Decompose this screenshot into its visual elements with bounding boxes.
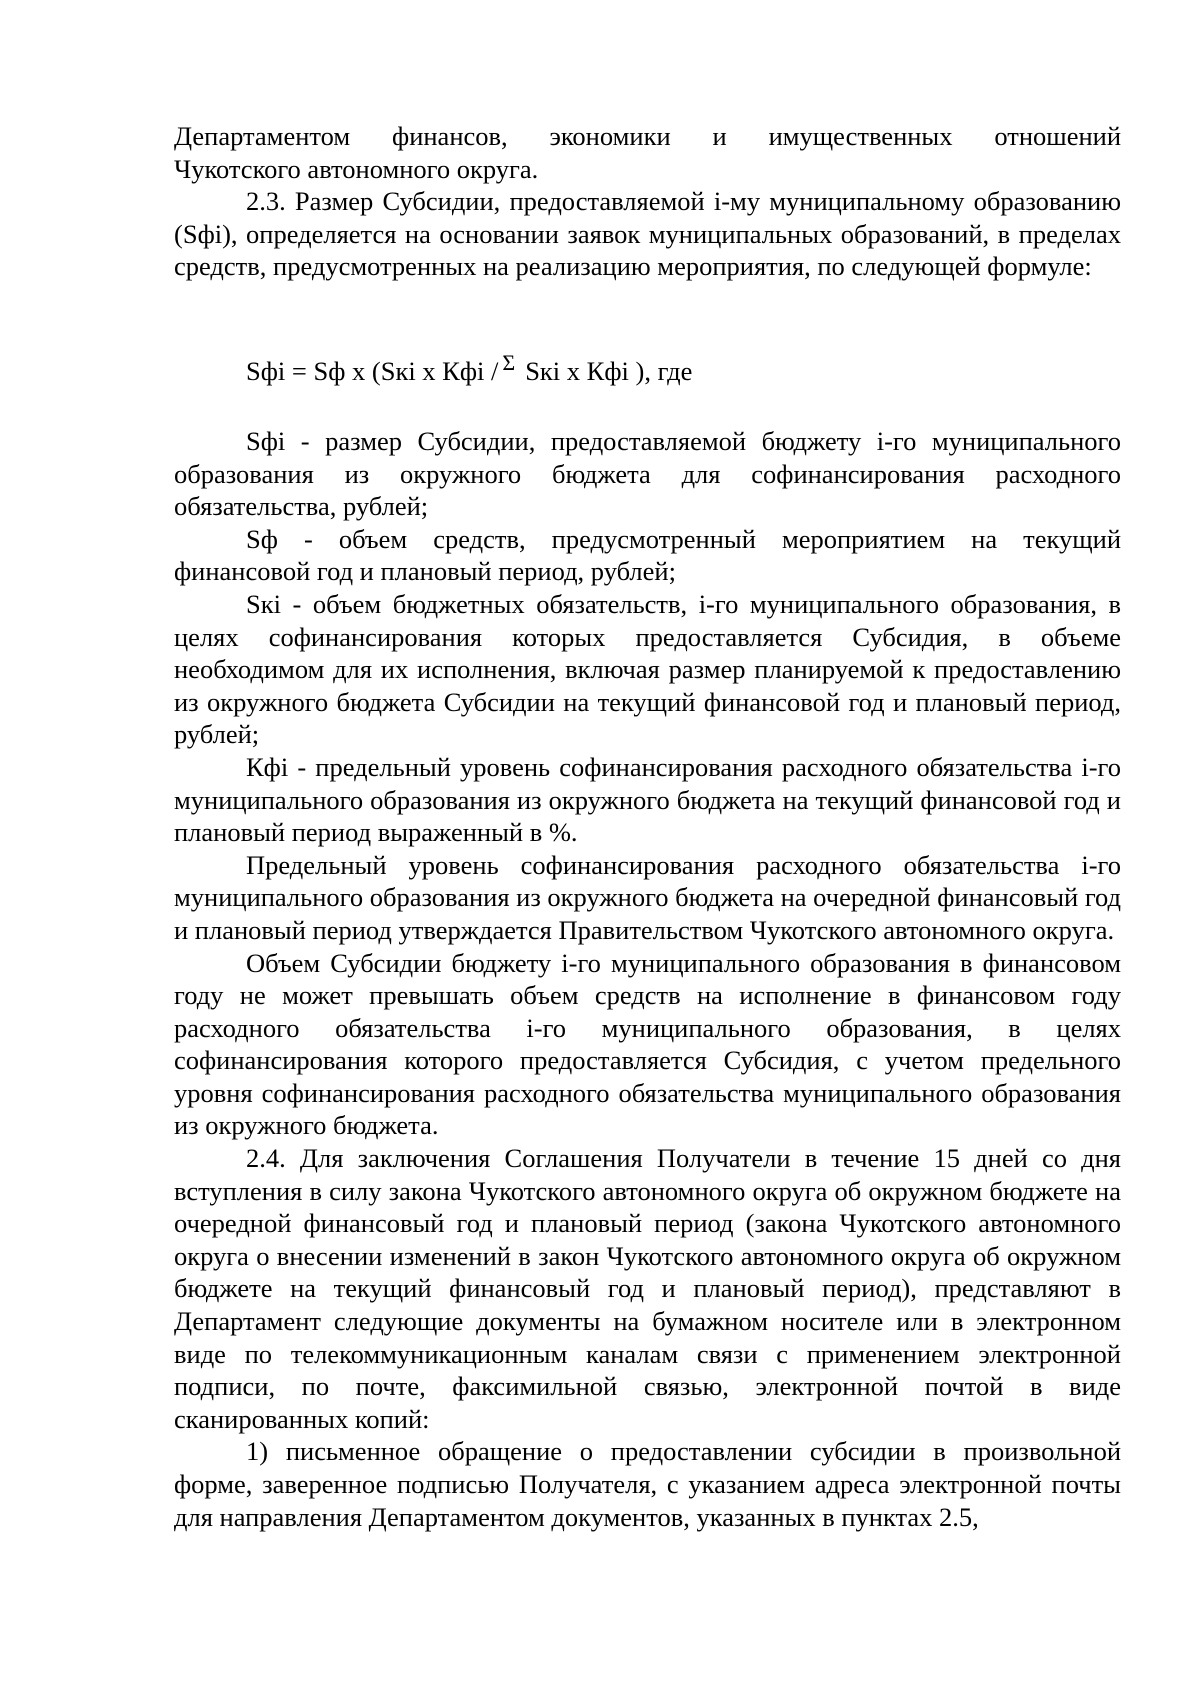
paragraph-subsidy-volume: Объем Субсидии бюджету i-го муниципального образования в финансовом году не может превышать объем средств на исполнение в финансовом году расходного обязательства i-го муниципального образования, в целях софинансирования которого предоставляется Субсидия, с учетом предельного уровня софинансирования расходного обязательства муниципального образования из окружного бюджета. (174, 947, 1121, 1141)
subsidy-formula (246, 350, 693, 389)
paragraph-2-3: 2.3. Размер Субсидии, предоставляемой i-му муниципальному образованию (Sфi), определяется на основании заявок муниципальных образований, в пределах средств, предусмотренных на реализацию мероприятия, по следующей формуле: (174, 186, 1121, 282)
formula-right: Sкi х Кфi ), где (525, 356, 693, 386)
definition-ski: Sкi - объем бюджетных обязательств, i-го муниципального образования, в целях софинансирования которых предоставляется Субсидия, в объеме необходимом для их исполнения, включая размер планируемой к предоставлению из окружного бюджета Субсидии на текущий финансовой год и плановый период, рублей; (174, 588, 1121, 750)
definition-sf: Sф - объем средств, предусмотренный мероприятием на текущий финансовой год и плановый период, рублей; (174, 523, 1121, 587)
document-body (174, 425, 1121, 1533)
sigma-symbol: Σ (502, 350, 516, 375)
list-item-1: 1) письменное обращение о предоставлении субсидии в произвольной форме, заверенное подписью Получателя, с указанием адреса электронной почты для направления Департаментом документов, указанных в пунктах 2.5, (174, 1436, 1121, 1532)
paragraph-2-4: 2.4. Для заключения Соглашения Получатели в течение 15 дней со дня вступления в силу закона Чукотского автономного округа об окружном бюджете на очередной финансовый год и плановый период (закона Чукотского автономного округа о внесении изменений в закон Чукотского автономного округа об окружном бюджете на текущий финансовый год и плановый период), представляют в Департамент следующие документы на бумажном носителе или в электронном виде по телекоммуникационным каналам связи с применением электронной подписи, по почте, факсимильной связью, электронной почтой в виде сканированных копий: (174, 1143, 1121, 1434)
formula-left: Sфi = Sф х (Sкi х Кфi / (246, 356, 499, 386)
document-top-block (174, 120, 1121, 283)
intro-line-2: Чукотского автономного округа. (174, 153, 539, 184)
intro-line-1: Департаментом финансов, экономики и имущественных отношений (174, 121, 1121, 151)
definition-kfi: Кфi - предельный уровень софинансирования расходного обязательства i-го муниципального образования из окружного бюджета на текущий финансовой год и плановый период выраженный в %. (174, 751, 1121, 848)
paragraph-limit-level: Предельный уровень софинансирования расходного обязательства i-го муниципального образования из окружного бюджета на очередной финансовый год и плановый период утверждается Правительством Чукотского автономного округа. (174, 849, 1122, 945)
definition-sfi: Sфi - размер Субсидии, предоставляемой бюджету i-го муниципального образования из окружного бюджета для софинансирования расходного обязательства, рублей; (174, 426, 1121, 522)
